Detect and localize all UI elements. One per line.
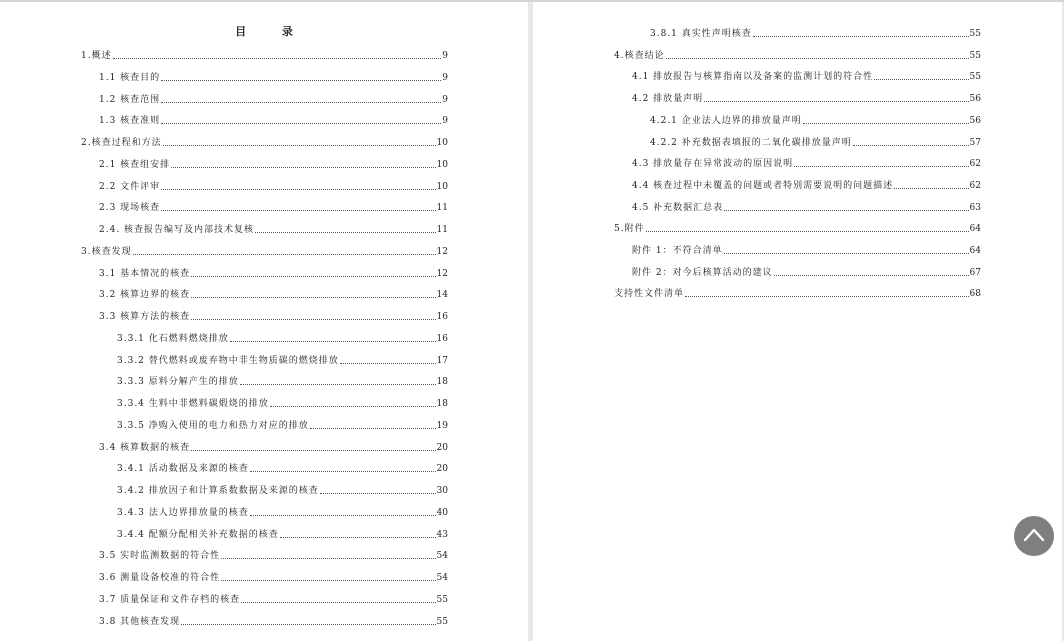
toc-leader-dots <box>250 508 436 516</box>
toc-entry-page-number: 55 <box>969 72 981 83</box>
toc-leader-dots <box>171 160 435 168</box>
toc-entry-page-number: 17 <box>436 355 448 366</box>
toc-entry-page-number: 11 <box>436 203 448 214</box>
toc-entry-title: 4.3 排放量存在异常波动的原因说明 <box>632 159 794 170</box>
toc-leader-dots <box>161 203 435 211</box>
toc-entry-page-number: 18 <box>436 377 448 388</box>
toc-leader-dots <box>161 116 441 124</box>
toc-entry-title: 3.8.1 真实性声明核查 <box>650 29 752 39</box>
toc-entry[interactable] <box>632 69 981 83</box>
toc-leader-dots <box>774 268 969 276</box>
toc-leader-dots <box>753 29 969 37</box>
toc-entry-title: 3.4.3 法人边界排放量的核查 <box>117 507 249 518</box>
toc-entry-title: 3.4.1 活动数据及来源的核查 <box>117 464 249 475</box>
toc-entry[interactable] <box>99 287 448 301</box>
toc-leader-dots <box>704 94 968 102</box>
toc-entry[interactable] <box>117 374 448 388</box>
toc-entry-page-number: 55 <box>436 616 448 627</box>
toc-entry-title: 2.1 核查组安排 <box>99 159 171 170</box>
toc-entry-page-number: 30 <box>436 486 448 496</box>
toc-leader-dots <box>191 269 435 277</box>
toc-entry-title: 3.4.2 排放因子和计算系数数据及来源的核查 <box>117 486 319 496</box>
toc-leader-dots <box>113 51 442 59</box>
toc-entry-title: 附件 2：对今后核算活动的建议 <box>632 267 773 278</box>
toc-entry-title: 3.3.2 替代燃料或废弃物中非生物质碳的燃烧排放 <box>117 355 339 366</box>
toc-leader-dots <box>794 159 968 167</box>
toc-entry-page-number: 68 <box>969 289 981 300</box>
toc-entry-title: 5.附件 <box>614 224 645 235</box>
toc-entry-page-number: 43 <box>436 529 448 540</box>
toc-entry[interactable] <box>81 244 448 258</box>
toc-entry[interactable] <box>614 221 981 235</box>
toc-entry[interactable] <box>117 331 448 345</box>
toc-leader-dots <box>255 225 436 233</box>
toc-entry-page-number: 54 <box>436 551 448 562</box>
toc-entry[interactable] <box>99 222 448 236</box>
toc-entry-page-number: 9 <box>442 116 448 127</box>
toc-leader-dots <box>191 312 435 320</box>
toc-entry-page-number: 20 <box>436 442 448 453</box>
toc-entry[interactable] <box>99 157 448 171</box>
toc-entry[interactable] <box>99 309 448 323</box>
toc-entry-title: 4.5 补充数据汇总表 <box>632 202 724 213</box>
toc-leader-dots <box>320 486 436 494</box>
toc-entry-title: 附件 1：不符合清单 <box>632 246 723 256</box>
toc-entry[interactable] <box>81 48 448 62</box>
toc-entry-title: 3.3.3 原料分解产生的排放 <box>117 377 239 388</box>
toc-entry[interactable] <box>614 48 981 62</box>
toc-entry-page-number: 56 <box>969 115 981 126</box>
toc-entry-title: 4.核查结论 <box>614 50 665 61</box>
toc-entry-page-number: 14 <box>436 290 448 301</box>
toc-entry-title: 3.2 核算边界的核查 <box>99 290 191 301</box>
toc-entry-title: 3.5 实时监测数据的符合性 <box>99 551 221 562</box>
toc-entry-page-number: 40 <box>436 507 448 518</box>
toc-entry-page-number: 55 <box>436 594 448 605</box>
toc-entry-title: 2.3 现场核查 <box>99 203 161 214</box>
toc-leader-dots <box>230 334 436 342</box>
toc-leader-dots <box>191 443 435 451</box>
toc-entry-page-number: 55 <box>969 29 981 39</box>
toc-leader-dots <box>163 138 436 146</box>
toc-entry[interactable] <box>99 200 448 214</box>
toc-entry[interactable] <box>99 440 448 454</box>
toc-entry-page-number: 11 <box>436 225 448 235</box>
toc-leader-dots <box>340 356 436 364</box>
toc-entry[interactable] <box>117 505 448 519</box>
toc-entry[interactable] <box>614 286 981 300</box>
document-page-right <box>533 2 1062 641</box>
toc-entry[interactable] <box>632 243 981 257</box>
toc-entry[interactable] <box>650 135 981 149</box>
toc-entry-title: 3.6 测量设备校准的符合性 <box>99 573 221 583</box>
toc-leader-dots <box>221 573 435 581</box>
toc-entry-title: 4.4 核查过程中未覆盖的问题或者特别需要说明的问题描述 <box>632 180 894 191</box>
toc-leader-dots <box>241 595 435 603</box>
toc-entry[interactable] <box>632 265 981 279</box>
toc-entry[interactable] <box>99 92 448 106</box>
toc-leader-dots <box>666 51 969 59</box>
toc-entry-page-number: 64 <box>969 224 981 235</box>
toc-entry-page-number: 20 <box>436 464 448 475</box>
toc-entry[interactable] <box>632 178 981 192</box>
toc-entry[interactable] <box>117 418 448 432</box>
toc-entry[interactable] <box>650 113 981 127</box>
toc-entry-page-number: 67 <box>969 267 981 278</box>
toc-leader-dots <box>161 95 441 103</box>
toc-entry-page-number: 12 <box>436 246 448 257</box>
toc-leader-dots <box>724 203 968 211</box>
toc-entry-title: 3.7 质量保证和文件存档的核查 <box>99 594 241 605</box>
toc-entry-page-number: 16 <box>436 333 448 344</box>
toc-entry[interactable] <box>99 113 448 127</box>
toc-entry-page-number: 9 <box>442 94 448 105</box>
toc-entry[interactable] <box>99 592 448 606</box>
toc-entry-title: 1.3 核查准则 <box>99 116 161 127</box>
document-page-left <box>0 2 528 641</box>
toc-entry-page-number: 62 <box>969 180 981 191</box>
toc-entry-title: 3.3.5 净购入使用的电力和热力对应的排放 <box>117 420 309 431</box>
toc-entry-page-number: 19 <box>436 420 448 431</box>
toc-entry-title: 2.核查过程和方法 <box>81 138 162 148</box>
toc-entry[interactable] <box>99 70 448 84</box>
toc-entry-title: 3.核查发现 <box>81 246 132 257</box>
toc-leader-dots <box>280 530 436 538</box>
toc-entry-title: 4.1 排放报告与核算指南以及备案的监测计划的符合性 <box>632 72 874 83</box>
toc-entry-title: 4.2 排放量声明 <box>632 94 704 105</box>
toc-entry[interactable] <box>117 483 448 497</box>
toc-entry-title: 2.4. 核查报告编写及内部技术复核 <box>99 225 255 235</box>
toc-entry-page-number: 63 <box>969 202 981 213</box>
toc-entry-title: 4.2.1 企业法人边界的排放量声明 <box>650 115 802 126</box>
toc-leader-dots <box>685 289 969 297</box>
toc-leader-dots <box>240 377 436 385</box>
scroll-to-top-button[interactable] <box>1014 516 1054 556</box>
toc-leader-dots <box>133 247 436 255</box>
toc-leader-dots <box>874 72 968 80</box>
toc-entry-page-number: 12 <box>436 268 448 279</box>
toc-entry-title: 3.4 核算数据的核查 <box>99 442 191 453</box>
chevron-up-icon <box>1023 527 1045 543</box>
toc-entry-title: 3.1 基本情况的核查 <box>99 268 191 279</box>
toc-entry[interactable] <box>650 26 981 40</box>
toc-entry-title: 3.8 其他核查发现 <box>99 616 181 627</box>
toc-entry-page-number: 64 <box>969 246 981 256</box>
toc-entry-title: 3.4.4 配额分配相关补充数据的核查 <box>117 529 279 540</box>
toc-entry[interactable] <box>99 614 448 628</box>
toc-leader-dots <box>853 138 969 146</box>
toc-leader-dots <box>803 116 969 124</box>
toc-entry[interactable] <box>99 266 448 280</box>
toc-entry-title: 2.2 文件评审 <box>99 181 161 192</box>
toc-entry-page-number: 10 <box>436 181 448 192</box>
toc-entry-title: 4.2.2 补充数据表填报的二氧化碳排放量声明 <box>650 137 852 148</box>
toc-entry[interactable] <box>81 135 448 149</box>
toc-entry-title: 1.概述 <box>81 51 112 61</box>
toc-entry-title: 1.1 核查目的 <box>99 72 161 83</box>
toc-leader-dots <box>724 246 969 254</box>
toc-entry[interactable] <box>632 200 981 214</box>
toc-entry-title: 3.3.1 化石燃料燃烧排放 <box>117 333 229 344</box>
toc-leader-dots <box>250 464 436 472</box>
toc-entry-page-number: 9 <box>442 51 448 61</box>
toc-entry-page-number: 16 <box>436 312 448 322</box>
toc-entry-page-number: 56 <box>969 94 981 105</box>
toc-entry-page-number: 10 <box>436 138 448 148</box>
toc-leader-dots <box>221 551 435 559</box>
toc-entry-page-number: 62 <box>969 159 981 170</box>
toc-entry[interactable] <box>117 527 448 541</box>
toc-entry-page-number: 55 <box>969 50 981 61</box>
toc-leader-dots <box>191 290 435 298</box>
toc-entry-page-number: 10 <box>436 159 448 170</box>
toc-leader-dots <box>181 617 435 625</box>
toc-entry-title: 3.3.4 生料中非燃料碳煅烧的排放 <box>117 399 269 409</box>
toc-entry[interactable] <box>632 91 981 105</box>
toc-leader-dots <box>310 421 436 429</box>
toc-entry[interactable] <box>99 570 448 584</box>
toc-entry-page-number: 18 <box>436 399 448 409</box>
toc-leader-dots <box>646 224 969 232</box>
toc-leader-dots <box>270 399 436 407</box>
toc-entry-page-number: 57 <box>969 137 981 148</box>
toc-entry-title: 1.2 核查范围 <box>99 94 161 105</box>
toc-entry-page-number: 54 <box>436 573 448 583</box>
toc-entry[interactable] <box>117 461 448 475</box>
toc-entry[interactable] <box>632 156 981 170</box>
toc-entry[interactable] <box>117 353 448 367</box>
toc-entry[interactable] <box>117 396 448 410</box>
toc-title: 目 录 <box>235 25 309 38</box>
toc-entry[interactable] <box>99 548 448 562</box>
toc-entry-page-number: 9 <box>442 72 448 83</box>
toc-entry[interactable] <box>99 179 448 193</box>
toc-leader-dots <box>161 73 441 81</box>
toc-leader-dots <box>894 181 968 189</box>
toc-entry-title: 3.3 核算方法的核查 <box>99 312 191 322</box>
toc-entry-title: 支持性文件清单 <box>614 289 685 300</box>
toc-leader-dots <box>161 182 435 190</box>
